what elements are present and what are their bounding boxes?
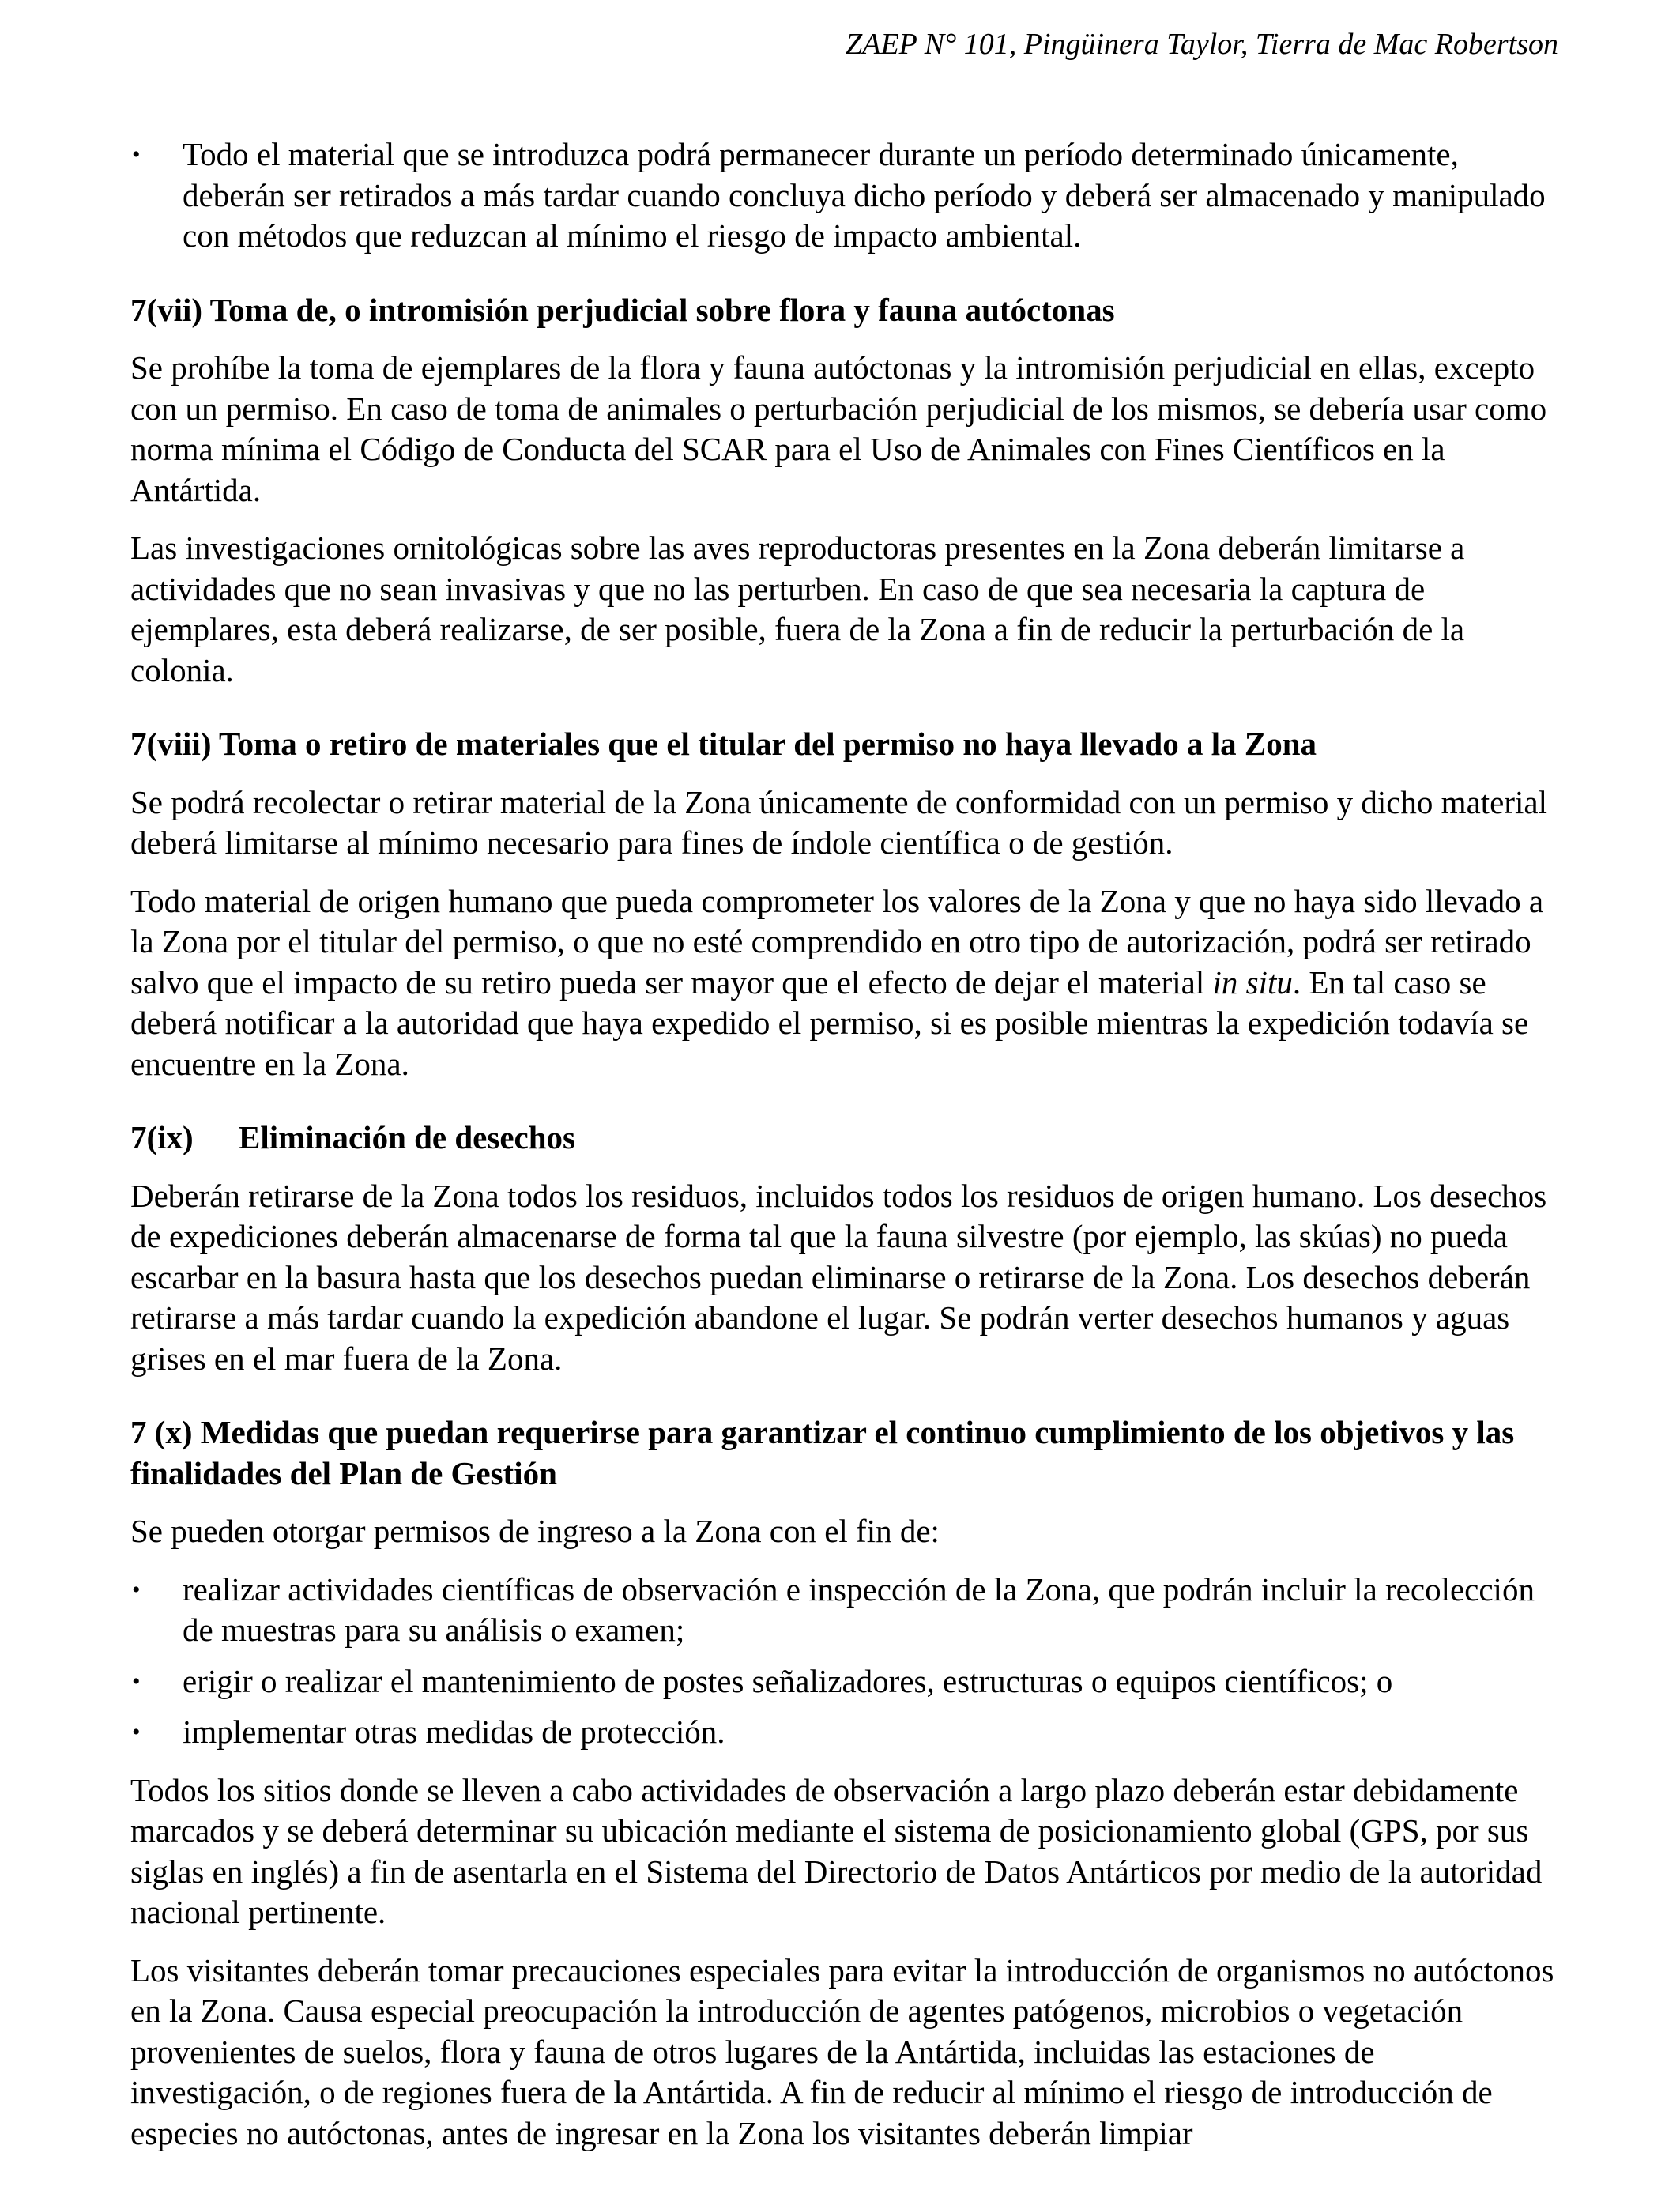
section-title: Eliminación de desechos xyxy=(239,1119,575,1155)
italic-term: in situ xyxy=(1212,963,1293,1001)
bullet-icon: • xyxy=(132,1576,141,1603)
paragraph-text: Todo material de origen humano que pueda comprometer los valores de la Zona y que no haya sido llevado a la Zona por el titular del permiso, o que no esté comprendido en otro tipo de autorización, podrá ser retirado salvo que el impacto de su retiro pueda ser mayor que el efecto de dejar el material xyxy=(130,882,1544,1001)
list-item-text: erigir o realizar el mantenimiento de postes señalizadores, estructuras o equipos científicos; o xyxy=(183,1662,1393,1699)
running-header: ZAEP N° 101, Pingüinera Taylor, Tierra de Mac Robertson xyxy=(846,28,1558,61)
page-body xyxy=(130,134,1559,2171)
list-item-text: implementar otras medidas de protección. xyxy=(183,1713,725,1750)
paragraph: Deberán retirarse de la Zona todos los residuos, incluidos todos los residuos de origen humano. Los desechos de expediciones deberán almacenarse de forma tal que la fauna silvestre (por ejemplo, las skúas) no pueda escarbar en la basura hasta que los desechos puedan eliminarse o retirarse de la Zona. Los desechos deberán retirarse a más tardar cuando la expedición abandone el lugar. Se podrán verter desechos humanos y aguas grises en el mar fuera de la Zona. xyxy=(130,1177,1547,1377)
paragraph-text: . En tal caso se deberá notificar a la autoridad que haya expedido el permiso, si es posible mientras la expedición todavía se encuentre en la Zona. xyxy=(130,963,1529,1082)
paragraph: Se podrá recolectar o retirar material de la Zona únicamente de conformidad con un permiso y dicho material deberá limitarse al mínimo necesario para fines de índole científica o de gestión. xyxy=(130,783,1547,861)
list-item xyxy=(130,1712,1559,1753)
list-item-text: Todo el material que se introduzca podrá permanecer durante un período determinado únicamente, deberán ser retirados a más tardar cuando concluya dicho período y deberá ser almacenado y manipulado con métodos que reduzcan al mínimo el riesgo de impacto ambiental. xyxy=(183,136,1546,254)
list-item xyxy=(130,1661,1559,1702)
paragraph: Se pueden otorgar permisos de ingreso a la Zona con el fin de: xyxy=(130,1513,940,1549)
section-heading-vii: 7(vii) Toma de, o intromisión perjudicial sobre flora y fauna autóctonas xyxy=(130,291,1115,328)
section-heading-viii: 7(viii) Toma o retiro de materiales que el titular del permiso no haya llevado a la Zona xyxy=(130,726,1317,762)
list-item xyxy=(130,134,1559,257)
paragraph: Se prohíbe la toma de ejemplares de la flora y fauna autóctonas y la intromisión perjudicial en ellas, excepto con un permiso. En caso de toma de animales o perturbación perjudicial de los mismos, se debería usar como norma mínima el Código de Conducta del SCAR para el Uso de Animales con Fines Científicos en la Antártida. xyxy=(130,349,1547,508)
paragraph: Las investigaciones ornitológicas sobre las aves reproductoras presentes en la Zona deberán limitarse a actividades que no sean invasivas y que no las perturben. En caso de que sea necesaria la captura de ejemplares, esta deberá realizarse, de ser posible, fuera de la Zona a fin de reducir la perturbación de la colonia. xyxy=(130,530,1465,688)
bullet-icon: • xyxy=(132,1719,141,1745)
list-item xyxy=(130,1570,1559,1651)
bullet-icon: • xyxy=(132,141,141,168)
paragraph xyxy=(130,881,1559,1085)
section-heading-ix xyxy=(130,1118,1559,1159)
section-heading-x: 7 (x) Medidas que puedan requerirse para garantizar el continuo cumplimiento de los objetivos y las finalidades del Plan de Gestión xyxy=(130,1414,1515,1491)
section-number: 7(ix) xyxy=(130,1119,194,1155)
intro-bullet-list xyxy=(130,134,1559,257)
list-item-text: realizar actividades científicas de observación e inspección de la Zona, que podrán incluir la recolección de muestras para su análisis o examen; xyxy=(183,1570,1535,1648)
paragraph: Todos los sitios donde se lleven a cabo actividades de observación a largo plazo deberán estar debidamente marcados y se deberá determinar su ubicación mediante el sistema de posicionamiento global (GPS, por sus siglas en inglés) a fin de asentarla en el Sistema del Directorio de Datos Antárticos por medio de la autoridad nacional pertinente. xyxy=(130,1771,1543,1930)
permit-purpose-list xyxy=(130,1570,1559,1753)
bullet-icon: • xyxy=(132,1668,141,1695)
paragraph: Los visitantes deberán tomar precauciones especiales para evitar la introducción de organismos no autóctonos en la Zona. Causa especial preocupación la introducción de agentes patógenos, microbios o vegetación provenientes de suelos, flora y fauna de otros lugares de la Antártida, incluidas las estaciones de investigación, o de regiones fuera de la Antártida. A fin de reducir al mínimo el riesgo de introducción de especies no autóctonas, antes de ingresar en la Zona los visitantes deberán limpiar xyxy=(130,1951,1554,2151)
